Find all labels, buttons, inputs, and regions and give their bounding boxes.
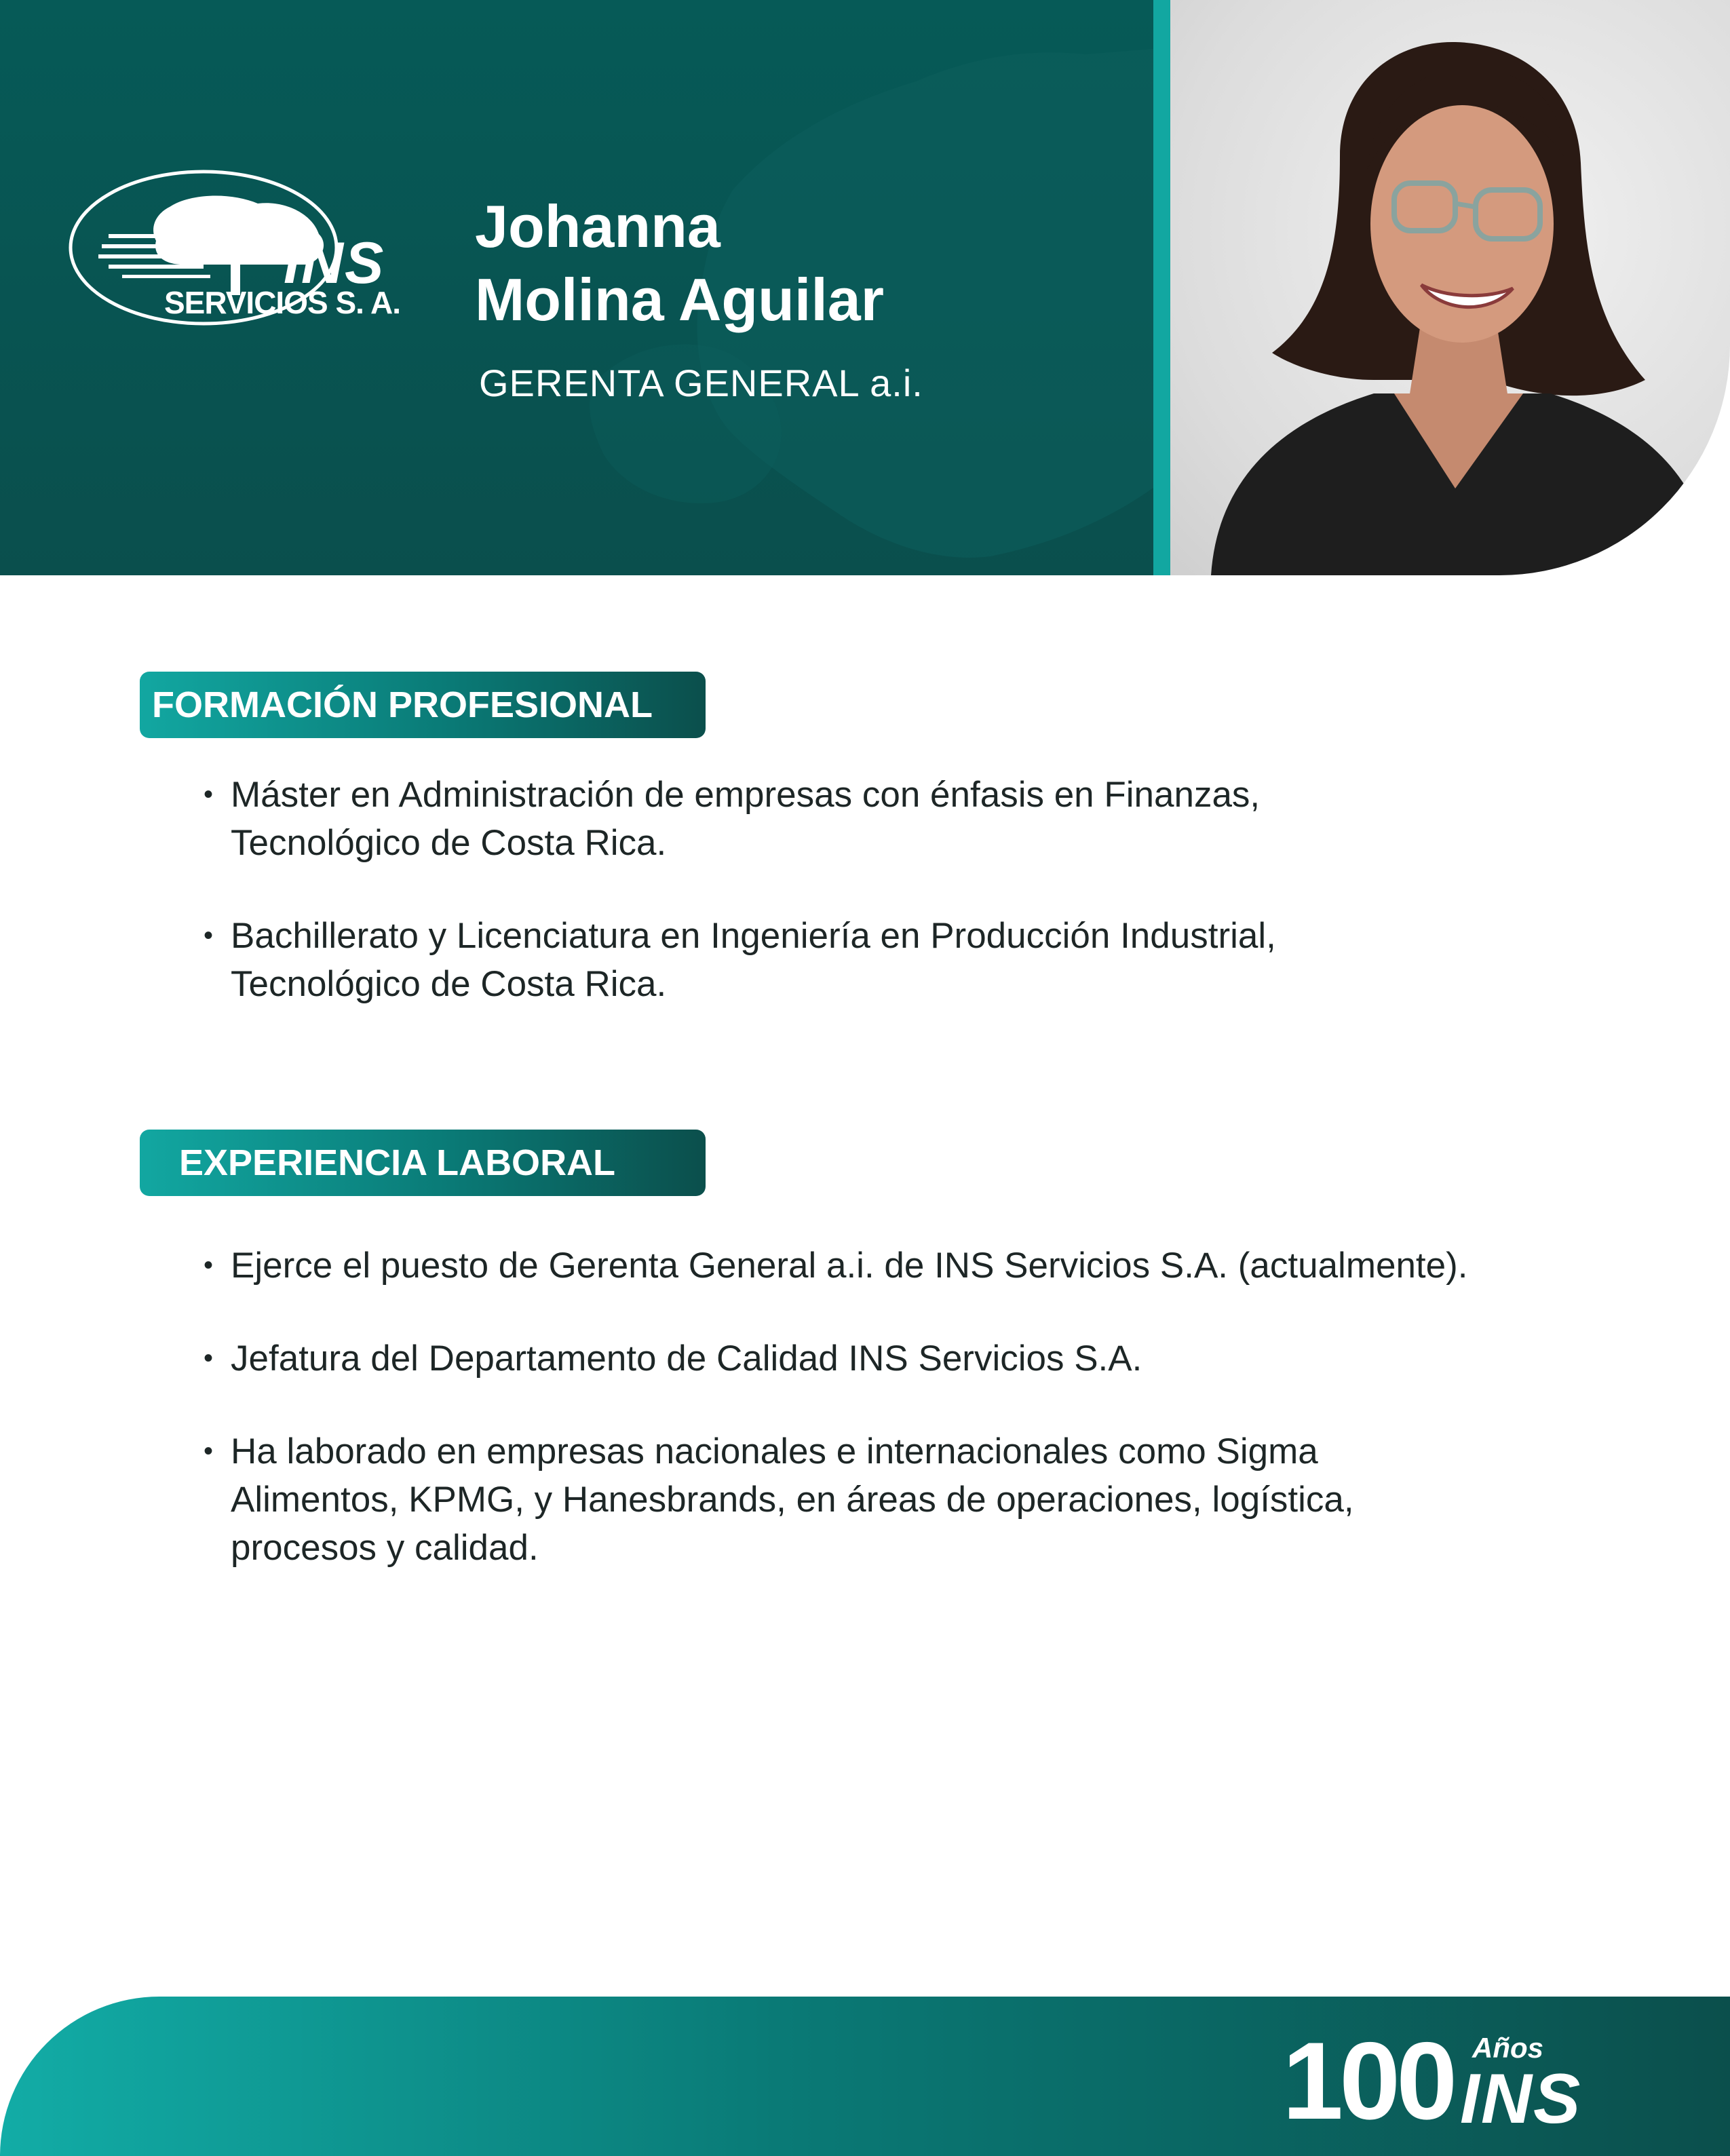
logo-brand: INS <box>284 231 385 296</box>
header-banner <box>0 0 1170 575</box>
logo-subtitle: SERVICIOS S. A. <box>164 285 400 320</box>
education-list <box>204 771 1533 1053</box>
list-item: • Ha laborado en empresas nacionales e internacionales como Sigma Alimentos, KPMG, y Hanesbrands, en áreas de operaciones, logística, procesos y calidad. <box>204 1427 1479 1572</box>
last-name: Molina Aguilar <box>475 266 884 333</box>
anniversary-anos: Años <box>1472 2032 1543 2064</box>
accent-stripe <box>1153 0 1170 575</box>
section-education-label: FORMACIÓN PROFESIONAL <box>140 672 706 738</box>
list-item: • Bachillerato y Licenciatura en Ingeniería en Producción Industrial, Tecnológico de Costa Rica. <box>204 912 1452 1008</box>
first-name: Johanna <box>475 193 720 260</box>
person-portrait-icon <box>1170 0 1730 575</box>
profile-position: GERENTA GENERAL a.i. <box>479 362 923 404</box>
ins-servicios-logo <box>68 166 407 329</box>
profile-photo <box>1170 0 1730 575</box>
section-experience-label: EXPERIENCIA LABORAL <box>140 1130 706 1196</box>
anniversary-brand: INS <box>1460 2060 1582 2138</box>
profile-name <box>475 190 884 336</box>
experience-list <box>204 1241 1533 1617</box>
list-item: • Jefatura del Departamento de Calidad INS Servicios S.A. <box>204 1334 1479 1383</box>
footer-band <box>0 1997 1730 2156</box>
100-anos-ins-logo <box>1282 2020 1635 2142</box>
list-item: • Ejerce el puesto de Gerenta General a.i. de INS Servicios S.A. (actualmente). <box>204 1241 1479 1290</box>
list-item: • Máster en Administración de empresas con énfasis en Finanzas, Tecnológico de Costa Rica. <box>204 771 1452 867</box>
anniversary-number: 100 <box>1282 2020 1454 2142</box>
